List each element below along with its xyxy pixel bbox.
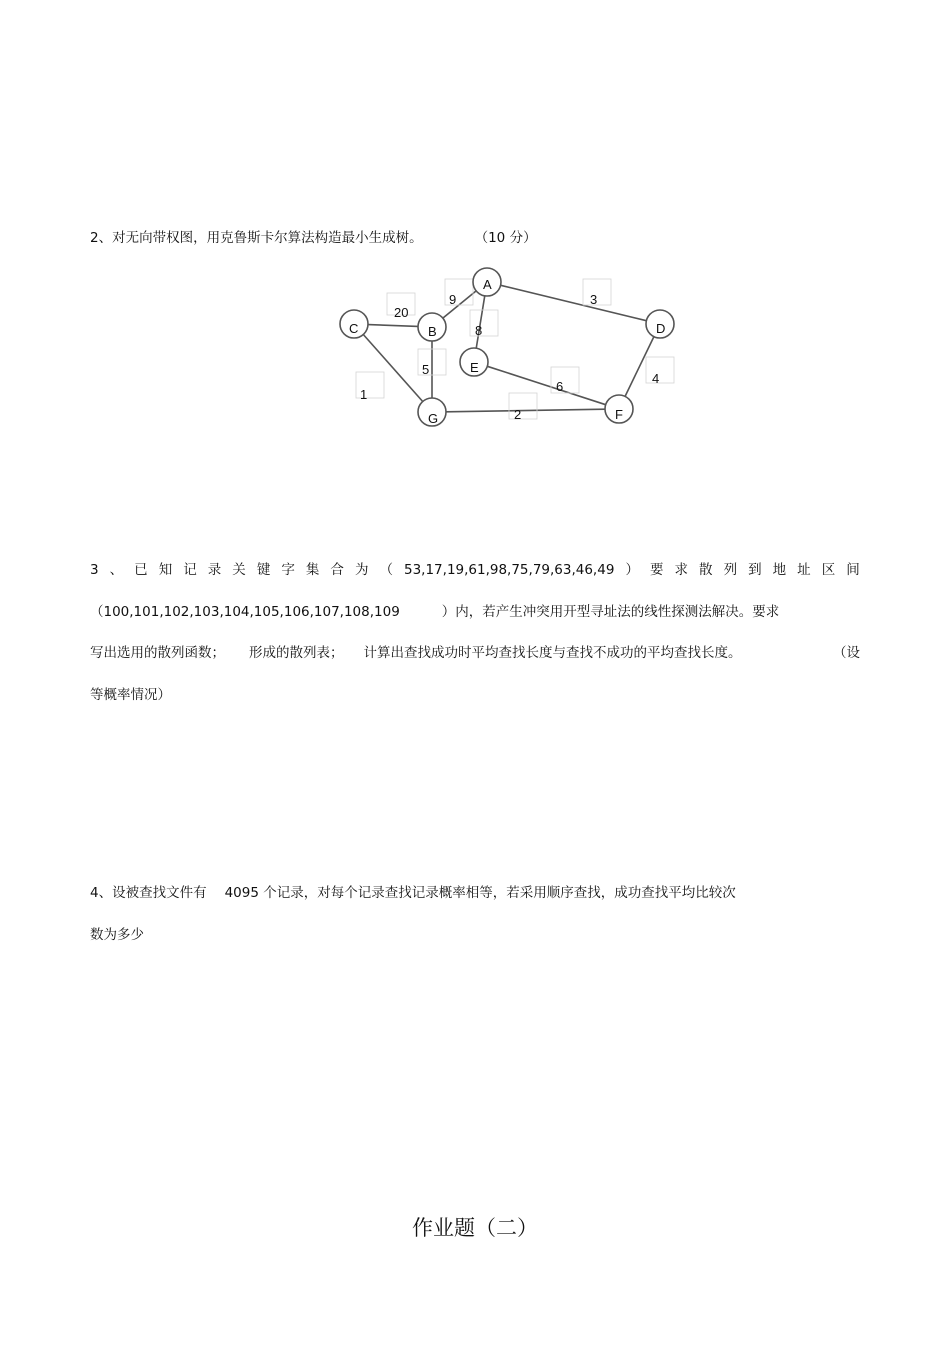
node-label-a: A (483, 277, 492, 292)
edge-b-a (443, 291, 476, 318)
edge-a-e (476, 296, 485, 348)
question-3-token: 知 (158, 562, 173, 578)
question-4-text-c: 数为多少 (90, 927, 144, 943)
question-3-line-1 (90, 561, 860, 579)
edge-weight-label: 2 (514, 407, 522, 422)
question-4-line-2 (90, 926, 144, 944)
requirement-asl: 计算出查找成功时平均查找长度与查找不成功的平均查找长度。 (363, 645, 742, 661)
edge-c-b (368, 325, 418, 327)
question-3-line-4 (90, 686, 171, 704)
requirement-note-close: 等概率情况） (90, 687, 171, 703)
node-label-f: F (615, 407, 623, 422)
edge-e-f (487, 366, 605, 404)
question-3-token: 集 (305, 562, 320, 578)
edge-weight-label: 4 (652, 371, 660, 386)
question-3-token: 区 (821, 562, 836, 578)
question-3-token: 已 (134, 562, 148, 578)
question-2-score: （10 分） (474, 230, 537, 246)
node-label-e: E (470, 360, 479, 375)
question-3-token: 合 (330, 562, 344, 578)
edge-weight-label: 5 (422, 362, 430, 377)
edge-weight-label: 20 (394, 305, 409, 320)
question-3-token: 为 (354, 562, 369, 578)
edge-c-g (363, 334, 422, 401)
graph-nodes (340, 268, 674, 426)
node-label-c: C (349, 321, 359, 336)
edge-weight-label: 1 (360, 387, 368, 402)
node-label-d: D (656, 321, 666, 336)
weighted-graph (330, 260, 690, 440)
question-3-token: 3 (90, 562, 99, 578)
question-3-token: 列 (723, 562, 738, 578)
weight-box (646, 357, 674, 383)
edge-weight-label: 6 (556, 379, 564, 394)
question-3-token: 散 (699, 562, 713, 578)
question-3-token: 址 (797, 562, 811, 578)
question-3-token: 53,17,19,61,98,75,79,63,46,49 (404, 562, 615, 578)
edge-weight-label: 9 (449, 292, 457, 307)
question-4-text-b: 4095 个记录，对每个记录查找记录概率相等，若采用顺序查找，成功查找平均比较次 (224, 885, 736, 901)
collision-method: ）内，若产生冲突用开型寻址法的线性探测法解决。要求 (441, 604, 780, 620)
question-3-token: 字 (281, 562, 295, 578)
question-3-token: 记 (183, 562, 197, 578)
question-3-token: 、 (109, 562, 124, 578)
question-3-token: （ (379, 562, 393, 578)
question-3-token: 录 (207, 562, 222, 578)
question-3-token: 键 (256, 562, 271, 578)
edge-a-d (501, 285, 647, 320)
question-2 (90, 229, 537, 247)
question-3-token: 求 (674, 562, 688, 578)
question-3-line-2 (90, 603, 779, 621)
requirement-note-open: （设 (833, 645, 860, 661)
question-3-token: 地 (772, 562, 787, 578)
requirement-hash-function: 写出选用的散列函数； (90, 645, 225, 661)
section-title: 作业题（二） (412, 1216, 538, 1240)
question-4-text-a: 4、设被查找文件有 (90, 885, 207, 901)
edge-g-f (446, 409, 605, 412)
edge-d-f (625, 337, 654, 397)
question-2-text: 2、对无向带权图，用克鲁斯卡尔算法构造最小生成树。 (90, 230, 423, 246)
question-3-line-3 (90, 644, 860, 662)
question-3-token: 到 (748, 562, 762, 578)
edge-weight-label: 8 (475, 323, 483, 338)
question-3-token: 间 (846, 562, 860, 578)
question-3-token: 要 (649, 562, 664, 578)
question-3-token: ） (625, 562, 639, 578)
requirement-hash-table: 形成的散列表； (249, 645, 344, 661)
node-label-b: B (428, 324, 437, 339)
node-label-g: G (428, 411, 439, 426)
edge-weight-label: 3 (590, 292, 598, 307)
question-3-token: 关 (232, 562, 246, 578)
question-4-line-1 (90, 884, 736, 902)
address-range: （100,101,102,103,104,105,106,107,108,109 (90, 604, 400, 620)
